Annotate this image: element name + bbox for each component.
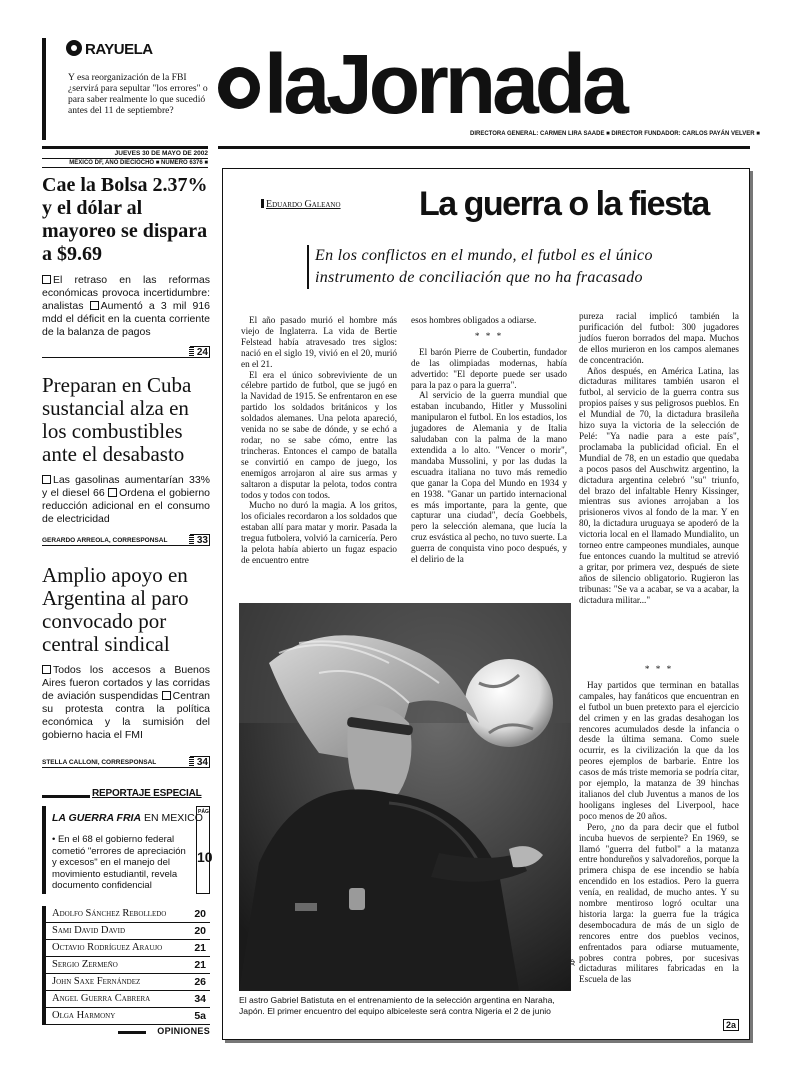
story-bullet: Todos los accesos a Buenos Aires fueron cortados y las corridas de aviación suspendidas bbox=[42, 664, 210, 702]
reportaje-header bbox=[42, 788, 210, 804]
section-break: * * * bbox=[644, 664, 674, 674]
reportaje-title-rest: EN MEXICO bbox=[141, 812, 203, 824]
columnist-page: 20 bbox=[194, 925, 206, 937]
story-bullet: El retraso en las reformas económicas provoca incertidumbre: analistas bbox=[42, 274, 210, 312]
paragraph: El era el único sobreviviente de un célebre partido de futbol, que se jugó en la Navidad de 1915. Se enfrentaron en ese partido los soldados británicos y los soldados alemanes. Una pelota apareció, venida no se sabe de dónde, y se echó a rodar, no se sabe cómo, entre las trincheras. Entonces el campo de batalla se convirtió en campo de juego, los enemigos arrojaron al aire sus armas y saltaron a disputar la pelota, todos contra todos y todos con todos. bbox=[241, 369, 397, 500]
feature-subtitle: En los conflictos en el mundo, el futbol es el único instrumento de conciliación que no ha fracasado bbox=[307, 245, 727, 289]
logo-mark-icon bbox=[218, 67, 260, 109]
photo-credit: AP bbox=[571, 959, 577, 966]
columnist-row[interactable] bbox=[46, 1008, 210, 1025]
feature-column-3 bbox=[579, 311, 739, 605]
feature-photo[interactable] bbox=[239, 603, 571, 991]
feature-article bbox=[222, 168, 750, 1040]
paragraph: El año pasado murió el hombre más viejo de Inglaterra. La vida de Bertie Felstead había atravesado tres siglos: nació en el siglo 19, vivió en el 20, murió en el 21. bbox=[241, 315, 397, 369]
header-rule-right bbox=[218, 146, 750, 149]
section-break: * * * bbox=[474, 330, 504, 341]
paragraph: Mucho no duró la magia. A los gritos, los oficiales recordaron a los soldados que estaban allí para matar y morir. Pasada la tregua futbolera, volvió la carnicería. Pero la pelota había abierto un fugaz espacio de encuentro entre bbox=[241, 500, 397, 565]
reportaje-text: • En el 68 el gobierno federal cometió "errores de apreciación y excesos" en el manejo del movimiento estudiantil, revela documento confidencial bbox=[52, 834, 186, 891]
logo-text: laJornada bbox=[264, 37, 625, 131]
ball bbox=[465, 659, 553, 747]
columnist-name: Adolfo Sánchez Rebolledo bbox=[52, 908, 167, 919]
issue-date: JUEVES 30 DE MAYO DE 2002 bbox=[114, 150, 208, 157]
columnist-row[interactable] bbox=[46, 923, 210, 940]
columnist-page: 21 bbox=[194, 959, 206, 971]
columnist-page: 5a bbox=[194, 1010, 206, 1022]
story-page-number[interactable]: 34 bbox=[190, 756, 210, 767]
rayuela-title: RAYUELA bbox=[85, 41, 153, 58]
columnist-name: Octavio Rodríguez Araujo bbox=[52, 942, 163, 953]
photo-illustration bbox=[239, 603, 571, 991]
bullet-square-icon bbox=[42, 475, 51, 484]
reportaje-bar bbox=[42, 795, 90, 798]
reportaje-label: REPORTAJE ESPECIAL bbox=[92, 788, 202, 799]
paragraph: pureza racial implicó también la purificación del futbol: 300 jugadores judíos fueron borrados del mapa. Muchos de ellos murieron en los campos alemanes de concentración. bbox=[579, 311, 739, 365]
columnist-row[interactable] bbox=[46, 974, 210, 991]
story-page-number[interactable]: 33 bbox=[190, 534, 210, 545]
feature-column-1 bbox=[241, 315, 397, 566]
reportaje-badge-mini: PÁG bbox=[198, 809, 209, 815]
story-summary bbox=[42, 274, 210, 339]
feature-page-ref[interactable]: 2a bbox=[723, 1019, 739, 1031]
rayuela-icon bbox=[66, 40, 82, 56]
rayuela-header bbox=[66, 40, 153, 58]
feature-column-3-lower bbox=[579, 659, 739, 985]
story-byline: GERARDO ARREOLA, CORRESPONSAL bbox=[42, 537, 168, 544]
story-byline-row bbox=[42, 756, 210, 768]
masthead-logo[interactable] bbox=[218, 37, 750, 131]
columnist-name: John Saxe Fernández bbox=[52, 976, 141, 987]
reportaje-badge-number: 10 bbox=[197, 849, 213, 865]
paragraph: esos hombres obligados a odiarse. bbox=[411, 315, 537, 325]
columnist-page: 26 bbox=[194, 976, 206, 988]
story-bullet: Las gasolinas aumentarían 33% y el diesel 66 bbox=[42, 474, 210, 499]
columnist-page: 20 bbox=[194, 908, 206, 920]
story-bullet: Ordena el gobierno reducción adicional en el consumo de electricidad bbox=[42, 487, 210, 525]
reportaje-box[interactable] bbox=[42, 806, 213, 894]
paragraph: Hay partidos que terminan en batallas campales, hay fanáticos que encuentran en el futbol un buen pretexto para el ejercicio del crimen y en las gradas desahogan los rencores acumulados desde la infancia o desde la última semana. Como suele ocurrir, es la civilización la que da los peores ejemplos de barbarie. Entre los casos de más triste memoria se podría citar, por ejemplo, la matanza de 39 hinchas italianos del club Juventus a manos de los hooligans ingleses del Liverpool, hace poco menos de 20 años. bbox=[579, 679, 739, 821]
story-headline[interactable]: Amplio apoyo en Argentina al paro convocado por central sindical bbox=[42, 563, 189, 656]
feature-title[interactable]: La guerra o la fiesta bbox=[419, 185, 709, 223]
story-headline[interactable]: Cae la Bolsa 2.37% y el dólar al mayoreo se dispara a $9.69 bbox=[42, 174, 208, 265]
columnist-name: Sergio Zermeño bbox=[52, 959, 118, 970]
paragraph: Pero, ¿no da para decir que el futbol incuba huevos de serpiente? En 1969, se llamó "guerra del futbol" a la matanza entre hondureños y salvadoreños, porque la primera chispa de ese incendio se había encendido en los estadios. Pero la guerra venía, en realidad, de mucho antes. Y su nombre mentiroso logró ocultar una historia larga: la guerra fue la trágica desembocadura de más de un siglo de rencores entre dos pueblos vecinos, enfrentados para odiarse mutuamente, pobres contra pobres, por sucesivas dictaduras militares fabricadas en la Escuela de las bbox=[579, 821, 739, 985]
feature-author: Eduardo Galeano bbox=[261, 199, 341, 210]
reportaje-title[interactable] bbox=[52, 812, 203, 824]
opinion-label[interactable]: OPINIONES bbox=[118, 1026, 210, 1036]
story-bullet: Aumentó a 3 mil 916 mdd el déficit en la cuenta corriente de la balanza de pagos bbox=[42, 300, 210, 338]
story-byline: STELLA CALLONI, CORRESPONSAL bbox=[42, 759, 157, 766]
paragraph: Al servicio de la guerra mundial que estaban incubando, Hitler y Mussolini manipularon el futbol. En los estadios, los jugadores de Alemania y de Italia saludaban con la palma de la mano extendida a lo alto. "Vencer o morir", mandaba Mussolini, y por las dudas la escuadra italiana no tuvo más remedio que ganar la Copa del Mundo en 1934 y en 1938. "Ganar un partido internacional es más importante, para la gente, que capturar una ciudad", decía Goebbels, pero la selección alemana, que lucía la cruz esvástica al pecho, no tuvo suerte. La guerra de conquista vino poco después, y el delirio de la bbox=[411, 390, 567, 565]
columnist-name: Olga Harmony bbox=[52, 1010, 116, 1021]
story-headline[interactable]: Preparan en Cuba sustancial alza en los combustibles ante el desabasto bbox=[42, 373, 192, 466]
columnist-name: Sami David David bbox=[52, 925, 126, 936]
bullet-square-icon bbox=[108, 488, 117, 497]
photo-caption: El astro Gabriel Batistuta en el entrenamiento de la selección argentina en Naraha, Japón. El primer encuentro del equipo albiceleste será contra Nigeria el 2 de junio bbox=[239, 995, 555, 1016]
masthead-directors: DIRECTORA GENERAL: CARMEN LIRA SAADE ■ DIRECTOR FUNDADOR: CARLOS PAYÁN VELVER ■ bbox=[470, 131, 760, 137]
columnist-row[interactable] bbox=[46, 906, 210, 923]
columnist-row[interactable] bbox=[46, 991, 210, 1008]
columnist-row[interactable] bbox=[46, 940, 210, 957]
header-rule-left bbox=[42, 146, 208, 149]
story-bullet: Centran su protesta contra la política económica y la sumisión del gobierno hacia el FMI bbox=[42, 690, 211, 741]
columnist-page: 21 bbox=[194, 942, 206, 954]
columnist-list bbox=[42, 906, 210, 1025]
issue-edition: MÉXICO DF, AÑO DIECIOCHO ■ NÚMERO 6376 ■ bbox=[42, 158, 208, 168]
rayuela-box bbox=[42, 38, 208, 140]
story-summary bbox=[42, 474, 210, 526]
reportaje-title-italic: LA GUERRA FRIA bbox=[52, 812, 142, 824]
paragraph: Años después, en América Latina, las dictaduras militares también usaron el futbol, al servicio de la guerra contra sus propios países y sus peligrosos pueblos. En el Mundial de 70, la dictadura brasileña hizo suya la victoria de la selección de Pelé: "Ya nadie para a este país", proclamaba la publicidad oficial. En el Mundial de 78, en un estadio que quedaba a pocos pasos del Auschwitz argentino, la dictadura argentina celebró "su" triunfo, del brazo del infaltable Henry Kissinger, mientras sus aviones arrojaban a los prisioneros vivos al fondo de la mar. Y en 80, la dictadura uruguaya se apoderó de la victoria local en el llamado Mundialito, un torneo entre campeones mundiales, aunque fue entonces cuando la multitud se atrevió a gritar, por primera vez, después de siete años de silencio obligatorio. Rugieron las tribunas: "Se va a acabar, se va a acabar, la dictadura militar..." bbox=[579, 365, 739, 605]
bullet-square-icon bbox=[162, 691, 171, 700]
bullet-square-icon bbox=[90, 301, 99, 310]
story-argentina[interactable] bbox=[42, 563, 211, 768]
bullet-square-icon bbox=[42, 275, 51, 284]
rayuela-text: Y esa reorganización de la FBI ¿servirá para sepultar "los errores" o para saber realmente lo que sucedió antes del 11 de septiembre? bbox=[68, 72, 208, 116]
paragraph: El barón Pierre de Coubertin, fundador de las olimpiadas modernas, había advertido: "El deporte puede ser usado para la paz o para la guerra". bbox=[411, 346, 567, 390]
story-bolsa[interactable] bbox=[42, 174, 210, 358]
story-cuba[interactable] bbox=[42, 373, 210, 546]
story-byline-row bbox=[42, 534, 210, 546]
columnist-page: 34 bbox=[194, 993, 206, 1005]
columnist-row[interactable] bbox=[46, 957, 210, 974]
bullet-square-icon bbox=[42, 665, 51, 674]
story-page-number[interactable]: 24 bbox=[190, 346, 210, 357]
story-summary bbox=[42, 664, 210, 742]
feature-column-2 bbox=[411, 315, 567, 565]
story-byline-row bbox=[42, 346, 210, 358]
reportaje-page-badge[interactable] bbox=[196, 806, 213, 894]
columnist-name: Angel Guerra Cabrera bbox=[52, 993, 151, 1004]
